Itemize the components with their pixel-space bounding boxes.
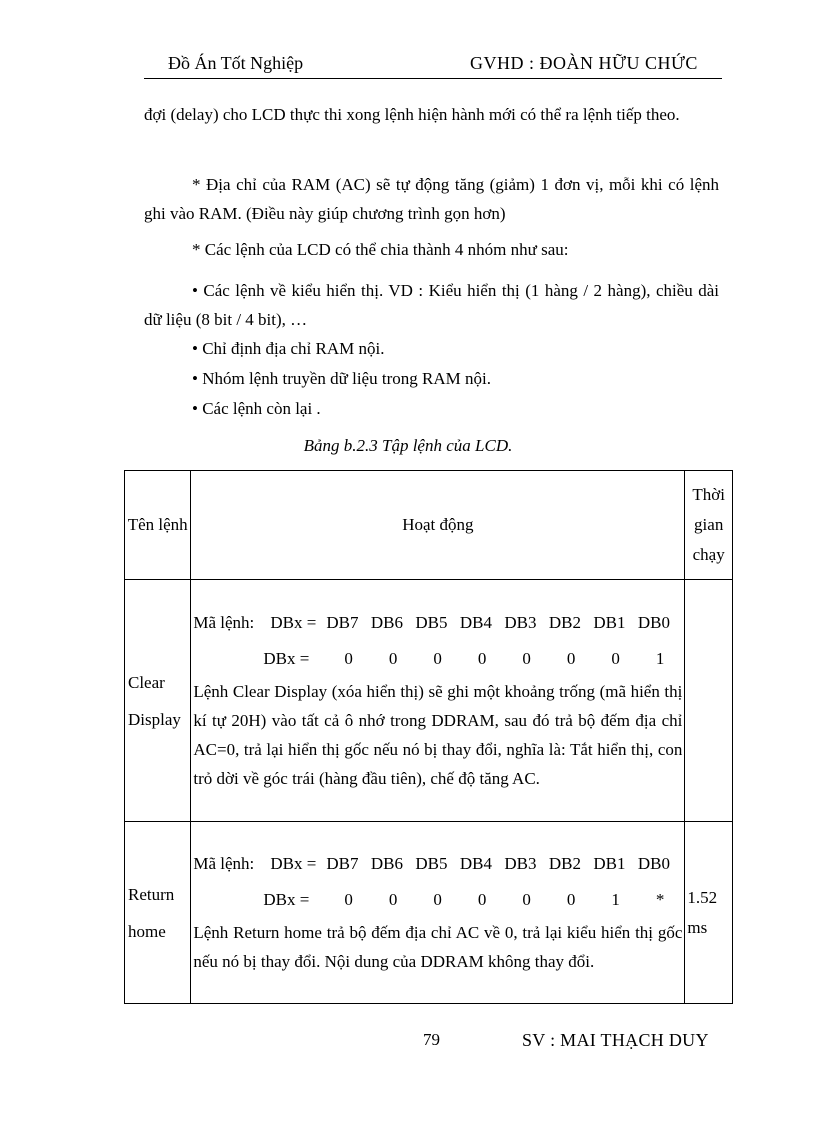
command-name-line: home bbox=[128, 921, 166, 941]
header-advisor: GVHD : ĐOÀN HỮU CHỨC bbox=[470, 53, 698, 73]
opcode-bits-row bbox=[193, 846, 682, 882]
bit-name: DB2 bbox=[548, 612, 581, 632]
bit-value: 0 bbox=[344, 889, 353, 909]
bit-value: 0 bbox=[522, 648, 531, 668]
bit-prefix: DBx = bbox=[270, 612, 317, 632]
bit-value: 0 bbox=[344, 648, 353, 668]
table-caption: Bảng b.2.3 Tập lệnh của LCD. bbox=[303, 436, 513, 455]
header-command-name: Tên lệnh bbox=[125, 471, 191, 580]
bit-value: * bbox=[655, 889, 665, 909]
bit-value: 0 bbox=[477, 889, 487, 909]
command-run-time bbox=[685, 580, 733, 822]
bit-name: DB3 bbox=[504, 853, 537, 873]
header-divider bbox=[144, 78, 722, 79]
command-action bbox=[191, 822, 685, 1004]
bit-value: 0 bbox=[522, 889, 531, 909]
paragraph-command-groups: * Các lệnh của LCD có thể chia thành 4 nhóm như sau: bbox=[192, 240, 569, 259]
command-run-time: 1.52 ms bbox=[685, 822, 733, 1004]
bit-name: DB5 bbox=[415, 853, 448, 873]
header-action: Hoạt động bbox=[191, 471, 685, 580]
bit-name: DB2 bbox=[548, 853, 581, 873]
bit-value: 0 bbox=[566, 889, 576, 909]
paragraph-ram-address: * Địa chỉ của RAM (AC) sẽ tự động tăng (giảm) 1 đơn vị, mỗi khi có lệnh ghi vào RAM. (Điều này giúp chương trình gọn hơn) bbox=[144, 175, 719, 223]
opcode-values-row bbox=[193, 882, 682, 918]
bullet-ram-address: • Chỉ định địa chỉ RAM nội. bbox=[192, 339, 385, 358]
bit-name: DB4 bbox=[459, 853, 492, 873]
footer-student: SV : MAI THẠCH DUY bbox=[522, 1030, 709, 1050]
header-run-time: Thời gian chạy bbox=[685, 471, 733, 580]
bit-value: 1 bbox=[655, 648, 665, 668]
value-prefix: DBx = bbox=[263, 889, 310, 909]
table-header-row bbox=[125, 471, 733, 580]
bit-name: DB3 bbox=[504, 612, 537, 632]
bit-name: DB6 bbox=[370, 853, 403, 873]
bit-prefix: DBx = bbox=[270, 853, 317, 873]
bit-name: DB7 bbox=[326, 612, 359, 632]
bit-value: 0 bbox=[477, 648, 487, 668]
command-description: Lệnh Return home trả bộ đếm địa chỉ AC về 0, trả lại kiểu hiển thị gốc nếu nó bị thay đổi. Nội dung của DDRAM không thay đổi. bbox=[193, 922, 683, 971]
bit-name: DB0 bbox=[637, 853, 670, 873]
bit-name: DB0 bbox=[637, 612, 670, 632]
command-name-line: Return bbox=[128, 884, 175, 904]
command-name-line: Display bbox=[128, 709, 181, 729]
bit-value: 0 bbox=[433, 889, 442, 909]
opcode-label: Mã lệnh: bbox=[193, 853, 255, 873]
paragraph-delay: đợi (delay) cho LCD thực thi xong lệnh hiện hành mới có thể ra lệnh tiếp theo. bbox=[144, 105, 680, 124]
opcode-bits-row bbox=[193, 605, 682, 641]
command-action bbox=[191, 580, 685, 822]
command-name bbox=[125, 822, 191, 1004]
bit-name: DB1 bbox=[593, 853, 626, 873]
bit-name: DB5 bbox=[415, 612, 448, 632]
bit-value: 1 bbox=[611, 889, 620, 909]
bit-name: DB7 bbox=[326, 853, 359, 873]
bit-name: DB1 bbox=[593, 612, 626, 632]
bit-name: DB6 bbox=[370, 612, 403, 632]
bullet-display-mode: • Các lệnh về kiểu hiển thị. VD : Kiểu hiển thị (1 hàng / 2 hàng), chiều dài dữ liệu (8 bit / 4 bit), … bbox=[144, 281, 719, 329]
command-name-line: Clear bbox=[128, 672, 165, 692]
value-prefix: DBx = bbox=[263, 648, 310, 668]
opcode-label: Mã lệnh: bbox=[193, 612, 255, 632]
bit-value: 0 bbox=[388, 889, 398, 909]
bit-value: 0 bbox=[388, 648, 398, 668]
bullet-data-transfer: • Nhóm lệnh truyền dữ liệu trong RAM nội. bbox=[192, 369, 491, 388]
table-row bbox=[125, 580, 733, 822]
bit-value: 0 bbox=[433, 648, 442, 668]
lcd-command-table bbox=[124, 470, 733, 1004]
bit-value: 0 bbox=[566, 648, 576, 668]
bullet-other-commands: • Các lệnh còn lại . bbox=[192, 399, 321, 418]
page-number: 79 bbox=[423, 1030, 440, 1049]
opcode-values-row bbox=[193, 641, 682, 677]
table-row bbox=[125, 822, 733, 1004]
bit-name: DB4 bbox=[459, 612, 492, 632]
command-description: Lệnh Clear Display (xóa hiển thị) sẽ ghi một khoảng trống (mã hiển thị kí tự 20H) vào tất cả ô nhớ trong DDRAM, sau đó trả bộ đếm địa chỉ AC=0, trả lại hiển thị gốc nếu nó bị thay đổi, nghĩa là: Tắt hiển thị, con trỏ dời về góc trái (hàng đầu tiên), chế độ tăng AC. bbox=[193, 681, 683, 788]
bit-value: 0 bbox=[611, 648, 620, 668]
header-doc-title: Đồ Án Tốt Nghiệp bbox=[168, 53, 304, 73]
command-name bbox=[125, 580, 191, 822]
